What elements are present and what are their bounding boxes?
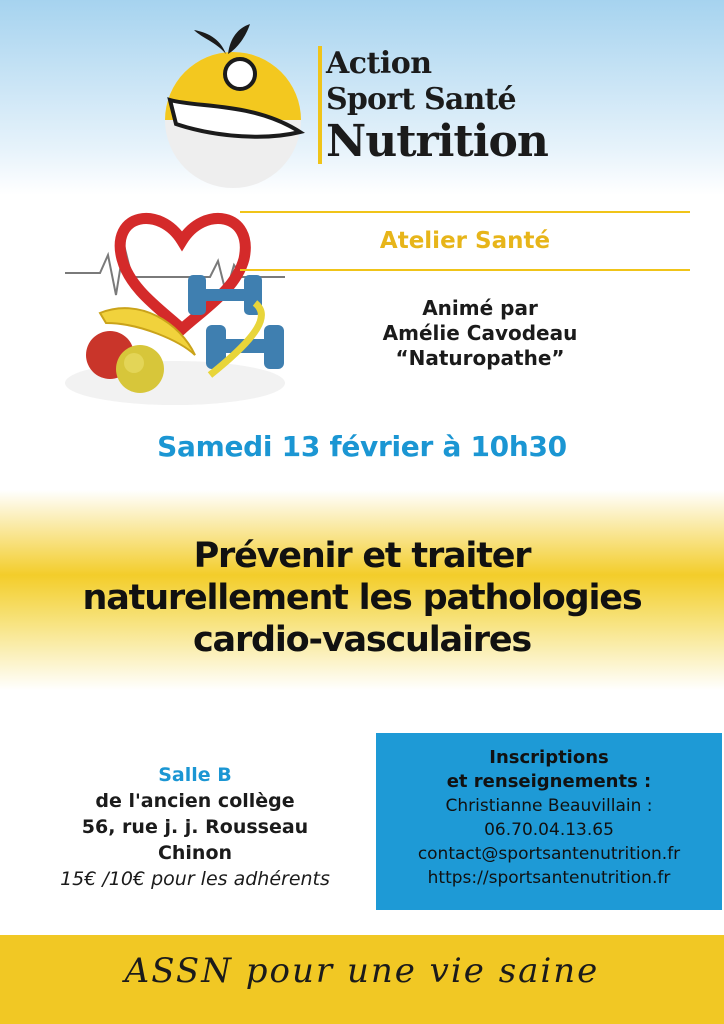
contact-heading-2: et renseignements : xyxy=(446,771,652,792)
contact-box xyxy=(376,733,722,910)
animator-role: “Naturopathe” xyxy=(395,346,565,370)
venue-price: 15€ /10€ pour les adhérents xyxy=(60,868,330,890)
divider-top xyxy=(240,211,690,213)
animator-block xyxy=(330,296,630,371)
divider-bottom xyxy=(240,269,690,271)
venue-street: 56, rue j. j. Rousseau xyxy=(81,816,309,838)
venue-room: Salle B xyxy=(158,764,232,786)
footer-slogan: ASSN pour une vie saine xyxy=(124,951,600,991)
leaf-right-icon xyxy=(228,24,250,54)
contact-website[interactable]: https://sportsantenutrition.fr xyxy=(427,868,671,888)
leaf-left-icon xyxy=(194,30,226,54)
event-date: Samedi 13 février à 10h30 xyxy=(157,430,567,463)
logo-head xyxy=(225,59,255,89)
logo-text-line3: Nutrition xyxy=(326,116,548,167)
footer-band xyxy=(0,935,724,1024)
topic-line-1: Prévenir et traiter xyxy=(193,536,531,576)
animator-intro: Animé par xyxy=(422,296,538,320)
logo-divider xyxy=(318,46,322,164)
contact-name: Christianne Beauvillain : xyxy=(445,796,653,816)
venue-building: de l'ancien collège xyxy=(95,790,295,812)
event-title: Atelier Santé xyxy=(379,228,551,254)
venue-city: Chinon xyxy=(157,842,233,864)
event-topic xyxy=(20,535,704,661)
logo-text-line1: Action xyxy=(326,46,432,81)
venue-block xyxy=(25,762,365,892)
animator-name: Amélie Cavodeau xyxy=(382,321,578,345)
topic-line-2: naturellement les pathologies xyxy=(82,578,642,618)
topic-line-3: cardio-vasculaires xyxy=(192,620,532,660)
contact-email[interactable]: contact@sportsantenutrition.fr xyxy=(417,844,681,864)
logo-mark xyxy=(158,20,308,190)
logo-text-line2: Sport Santé xyxy=(326,82,516,117)
contact-phone[interactable]: 06.70.04.13.65 xyxy=(484,820,614,840)
contact-heading-1: Inscriptions xyxy=(489,747,609,768)
